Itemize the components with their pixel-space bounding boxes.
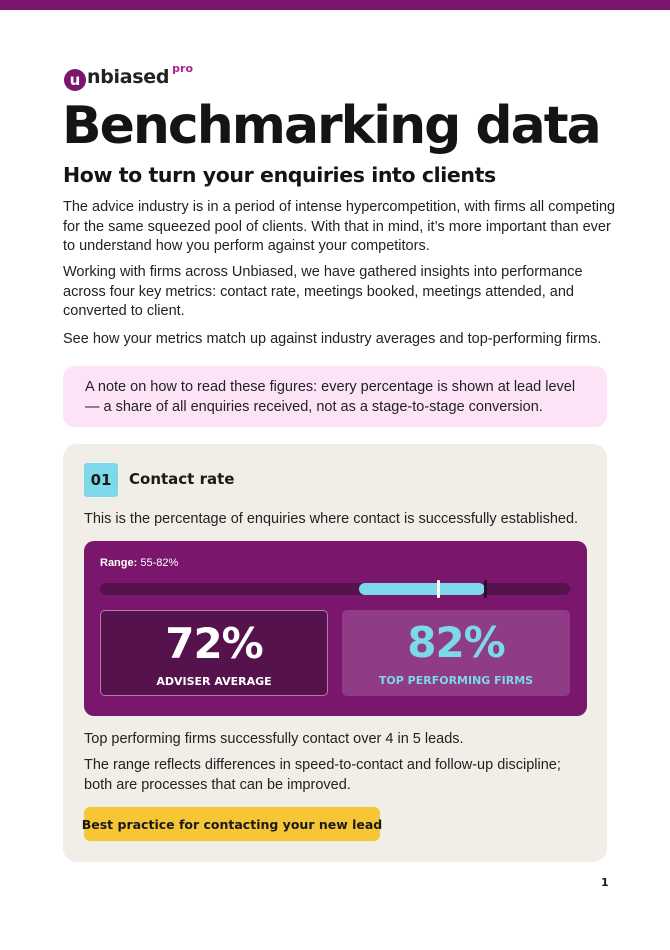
- metric-insight-2: The range reflects differences in speed-to-contact and follow-up discipline; both are processes that can be improved.: [84, 757, 561, 793]
- top-performer-marker: [484, 580, 487, 598]
- metric-card-contact-rate: [63, 444, 607, 862]
- top-accent-bar: [0, 0, 670, 10]
- range-label: [100, 557, 178, 569]
- unbiased-pro-logo: [64, 60, 193, 88]
- adviser-average-box: [100, 610, 328, 696]
- adviser-average-value: 72%: [165, 619, 263, 668]
- metric-number-badge: 01: [84, 463, 118, 497]
- top-performing-value: 82%: [407, 618, 505, 667]
- range-label-key: Range:: [100, 557, 138, 569]
- logo-mark: u: [64, 69, 86, 91]
- logo-pro-label: pro: [172, 62, 194, 75]
- intro-paragraph-1: The advice industry is in a period of intense hypercompetition, with firms all competing for the same squeezed pool of clients. With that in mind, it’s more important than ever to understand how you perform against your competitors.: [63, 199, 616, 254]
- page-subtitle: How to turn your enquiries into clients: [63, 163, 496, 187]
- adviser-average-caption: ADVISER AVERAGE: [156, 675, 272, 688]
- reading-note-text: A note on how to read these figures: every percentage is shown at lead level — a share of all enquiries received, not as a stage-to-stage conversion.: [85, 379, 576, 415]
- range-label-value: 55-82%: [140, 557, 179, 569]
- metric-stats-panel: [84, 541, 587, 716]
- reading-note: [63, 366, 607, 427]
- metric-insight-1: Top performing firms successfully contact over 4 in 5 leads.: [84, 731, 464, 747]
- logo-wordmark: nbiased: [87, 66, 170, 88]
- top-performing-caption: TOP PERFORMING FIRMS: [378, 674, 534, 687]
- adviser-average-marker: [437, 580, 440, 598]
- metric-description: This is the percentage of enquiries where contact is successfully established.: [84, 511, 579, 527]
- metric-title: Contact rate: [129, 470, 235, 488]
- page-title: Benchmarking data: [62, 96, 600, 156]
- page-number: 1: [601, 876, 609, 889]
- range-track: [100, 583, 570, 595]
- top-performing-box: [342, 610, 570, 696]
- range-fill-bar: [359, 583, 486, 595]
- intro-paragraph-2: Working with firms across Unbiased, we have gathered insights into performance across four key metrics: contact rate, meetings booked, meetings attended, and converted to client.: [63, 264, 583, 319]
- best-practice-button[interactable]: Best practice for contacting your new lead: [84, 807, 380, 841]
- intro-paragraph-3: See how your metrics match up against industry averages and top-performing firms.: [63, 331, 602, 347]
